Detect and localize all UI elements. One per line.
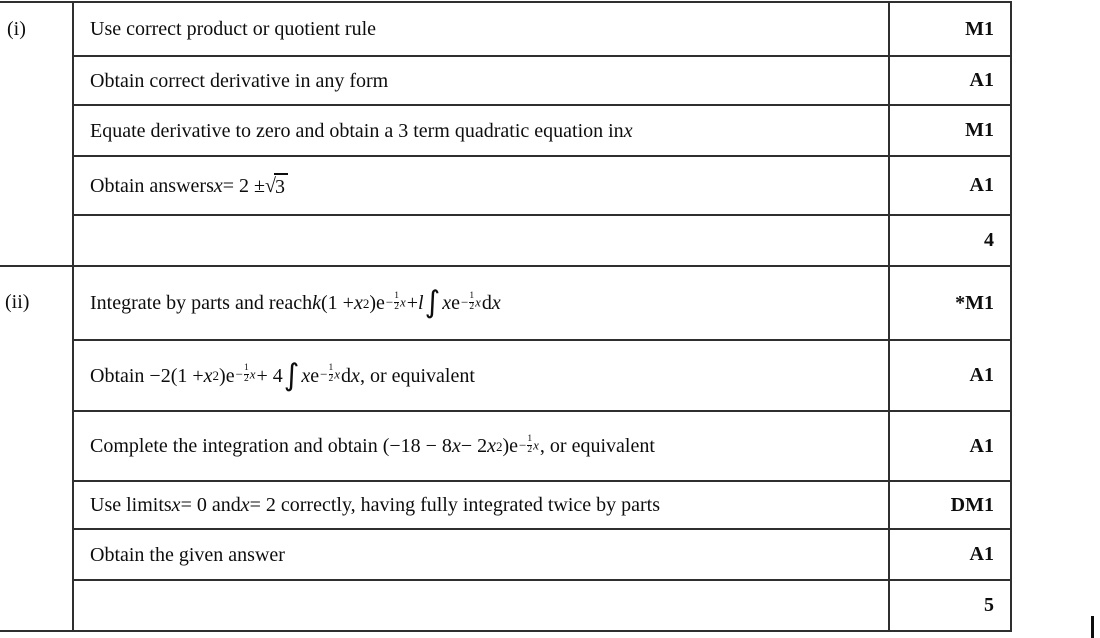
criterion-text: = 2 ± xyxy=(222,174,266,197)
exponent-minus-half-x: − $\frac{1}{2}$ x xyxy=(519,433,539,455)
table-row xyxy=(74,482,1010,530)
table-row xyxy=(74,3,1010,57)
exponent-minus-half-x: − $\frac{1}{2}$ x xyxy=(385,290,406,312)
criterion-text: Equate derivative to zero and obtain a 3 term quadratic equation in xyxy=(90,119,624,142)
section-total: 5 xyxy=(984,594,994,616)
table-row xyxy=(74,216,1010,267)
criterion-cell: Integrate by parts and reach k (1 + x 2 )e − $\frac{1}{2}$ x + l ∫ x e − $\frac{1}{2}$ x d x xyxy=(74,267,890,339)
exponent-minus-half-x: − $\frac{1}{2}$ x xyxy=(461,290,481,312)
criterion-text: Obtain answers xyxy=(90,174,214,197)
squared-exponent: 2 xyxy=(212,368,220,383)
mark-label: A1 xyxy=(969,434,994,457)
mark-cell xyxy=(890,482,1010,528)
mark-cell xyxy=(890,57,1010,104)
criterion-cell-empty xyxy=(74,581,890,630)
math-variable: x xyxy=(203,364,213,387)
part-column xyxy=(0,3,74,630)
math-variable: x xyxy=(301,364,311,387)
table-row xyxy=(74,106,1010,157)
exponent-minus-half-x: − $\frac{1}{2}$ x xyxy=(235,363,256,384)
math-text: + xyxy=(406,292,419,314)
mark-scheme-table xyxy=(0,1,1012,632)
math-text: )e xyxy=(369,292,385,314)
criterion-text: = 0 and xyxy=(180,494,241,516)
criterion-cell xyxy=(74,530,890,579)
criterion-cell xyxy=(74,157,890,214)
math-text: − 2 xyxy=(460,435,488,457)
radical-sign: √ xyxy=(265,174,275,197)
table-row xyxy=(74,412,1010,482)
mark-cell xyxy=(890,267,1010,339)
criterion-cell xyxy=(74,412,890,480)
mark-cell xyxy=(890,412,1010,480)
criterion-text: Complete the integration and obtain (−18 − 8 xyxy=(90,435,452,457)
crop-mark xyxy=(1091,616,1094,638)
math-variable: x xyxy=(353,292,363,314)
math-variable: x xyxy=(351,364,360,387)
math-text: )e xyxy=(502,435,519,457)
criterion-cell xyxy=(74,3,890,55)
mark-cell xyxy=(890,3,1010,55)
table-row xyxy=(74,157,1010,216)
criterion-text: , or equivalent xyxy=(539,435,655,457)
criterion-text: Obtain −2(1 + xyxy=(90,364,204,387)
table-row xyxy=(74,341,1010,412)
table-row xyxy=(74,581,1010,630)
criterion-text: = 2 correctly, having fully integrated twice by parts xyxy=(249,494,661,516)
mark-label: A1 xyxy=(969,174,994,196)
table-row xyxy=(74,57,1010,106)
math-constant-l: l xyxy=(418,292,424,314)
math-text: d xyxy=(481,292,492,314)
mark-cell xyxy=(890,106,1010,155)
math-variable: x xyxy=(442,292,452,314)
criterion-cell-empty xyxy=(74,216,890,265)
math-variable: x xyxy=(623,119,633,142)
criterion-cell xyxy=(74,106,890,155)
section-total: 4 xyxy=(984,229,994,251)
mark-label: DM1 xyxy=(950,493,994,516)
math-variable: x xyxy=(487,435,496,457)
criterion-text: Obtain the given answer xyxy=(90,543,285,566)
mark-cell xyxy=(890,157,1010,214)
criterion-text: , or equivalent xyxy=(359,364,475,387)
mark-total-cell xyxy=(890,581,1010,630)
criteria-rows xyxy=(74,3,1010,630)
math-variable: x xyxy=(451,435,461,457)
criterion-text: Obtain correct derivative in any form xyxy=(90,69,389,92)
math-text: d xyxy=(341,364,352,387)
mark-label: A1 xyxy=(969,69,994,91)
radicand: 3 xyxy=(274,173,288,199)
mark-label: A1 xyxy=(969,543,994,565)
math-text: (1 + xyxy=(321,292,354,314)
criterion-cell xyxy=(74,482,890,528)
criterion-text: Use limits xyxy=(90,494,172,516)
part-label-i: (i) xyxy=(0,3,72,267)
mark-label: A1 xyxy=(969,364,994,386)
mark-cell xyxy=(890,530,1010,579)
mark-label: M1 xyxy=(965,17,994,40)
table-row xyxy=(74,267,1010,341)
math-text: e xyxy=(451,292,461,314)
math-variable: x xyxy=(240,494,250,516)
math-text: + 4 xyxy=(256,364,283,387)
mark-label: *M1 xyxy=(955,291,994,314)
math-text: )e xyxy=(219,364,235,387)
mark-total-cell xyxy=(890,216,1010,265)
mark-label: M1 xyxy=(965,119,994,141)
math-text: e xyxy=(310,364,320,387)
criterion-cell: Obtain −2(1 + x 2 )e − $\frac{1}{2}$ x + 4 ∫ x e − $\frac{1}{2}$ x d x , or equivalent xyxy=(74,341,890,410)
criterion-text: Use correct product or quotient rule xyxy=(90,18,377,40)
squared-exponent: 2 xyxy=(362,295,370,311)
mark-cell xyxy=(890,341,1010,410)
math-constant-k: k xyxy=(312,292,321,314)
table-row xyxy=(74,530,1010,581)
math-variable: x xyxy=(213,174,223,197)
math-variable: x xyxy=(491,292,501,314)
squared-exponent: 2 xyxy=(496,438,503,454)
exponent-minus-half-x: − $\frac{1}{2}$ x xyxy=(320,363,341,384)
math-variable: x xyxy=(171,494,181,516)
part-label-ii: (ii) xyxy=(5,291,30,313)
criterion-cell xyxy=(74,57,890,104)
criterion-text: Integrate by parts and reach xyxy=(90,292,313,314)
